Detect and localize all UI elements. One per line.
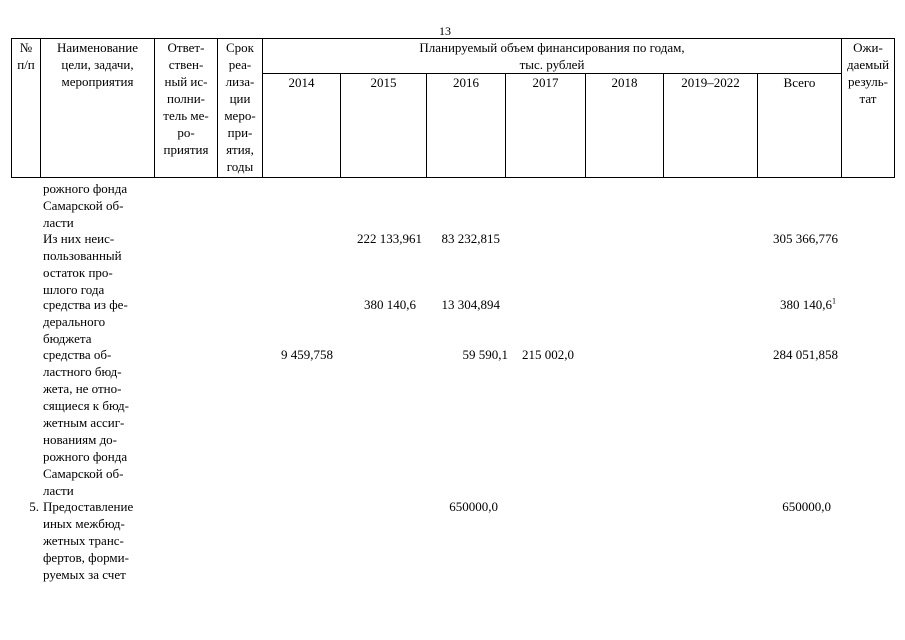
header-num: № п/п (12, 39, 41, 178)
cell-2016: 83 232,815 (441, 231, 500, 246)
row-name: средства из фе- дерального бюджета (43, 297, 128, 346)
header-responsible: Ответ- ствен- ный ис- полни- тель ме- ро- приятия (155, 39, 218, 178)
header-result: Ожи- даемый резуль- тат (842, 39, 895, 178)
cell-2015: 222 133,961 (357, 231, 422, 246)
cell-2017: 215 002,0 (522, 347, 574, 362)
row-name: рожного фонда Самарской об- ласти (43, 181, 128, 230)
cell-2016: 650000,0 (449, 499, 498, 514)
cell-total: 284 051,858 (773, 347, 838, 362)
row-number: 5. (29, 499, 39, 514)
header-year: 2019–2022 (664, 74, 758, 178)
table-header (11, 38, 895, 178)
header-term: Срок реа- лиза- ции меро- при- ятия, годы (218, 39, 263, 178)
header-total: Всего (758, 74, 842, 178)
header-year: 2017 (506, 74, 586, 178)
cell-total: 380 140,6$^1$ (780, 296, 836, 312)
cell-2016: 59 590,1 (462, 347, 508, 362)
cell-total: 305 366,776 (773, 231, 838, 246)
header-year: 2014 (263, 74, 341, 178)
row-name: Предоставление иных межбюд- жетных транс- фертов, форми- руемых за счет (43, 499, 134, 582)
cell-total: 650000,0 (782, 499, 831, 514)
cell-2016: 13 304,894 (441, 297, 500, 312)
row-name: Из них неис- пользованный остаток про- шлого года (43, 231, 122, 297)
cell-2015: 380 140,6 (364, 297, 416, 312)
header-planned-financing: Планируемый объем финансирования по годам, тыс. рублей (263, 39, 842, 74)
row-name: средства об- ластного бюд- жета, не отно- сящиеся к бюд- жетным ассиг- нованиям до- рожного фонда Самарской об- ласти (43, 347, 129, 498)
cell-2014: 9 459,758 (281, 347, 333, 362)
header-year: 2018 (586, 74, 664, 178)
header-name: Наименование цели, задачи, мероприятия (41, 39, 155, 178)
footnote-mark: 1 (832, 296, 836, 306)
header-year: 2015 (341, 74, 427, 178)
header-year: 2016 (427, 74, 506, 178)
page-number: 13 (439, 24, 451, 38)
